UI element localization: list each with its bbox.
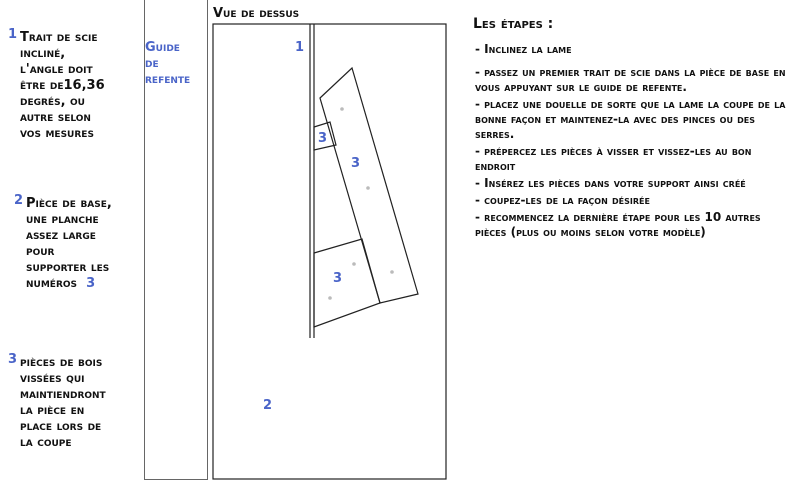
legend-2-line-6: numéros 3 xyxy=(26,276,96,291)
base-label: 2 xyxy=(263,398,273,413)
legend-2-line-1: Pièce de base, xyxy=(26,196,112,211)
diagram-title: Vue de dessus xyxy=(213,6,300,21)
step-7: - recommencez la dernière étape pour les 10 autres pièces (plus ou moins selon votre modèle) xyxy=(475,210,761,239)
screw-dot xyxy=(328,296,332,300)
steps-title: Les étapes : xyxy=(473,16,554,32)
legend-2-line-2: une planche xyxy=(26,212,99,227)
bottom-holding-piece xyxy=(314,239,380,327)
step-6: - coupez-les de la façon désirée xyxy=(475,193,650,207)
rip-fence-label-line-1: Guide xyxy=(145,40,180,55)
legend-1-line-4: être de16,36 xyxy=(20,78,105,93)
base-board xyxy=(213,24,446,479)
legend-2-line-5: supporter les xyxy=(26,260,110,275)
legend-number-2: 2 xyxy=(14,193,24,208)
rip-fence-label-line-3: refente xyxy=(145,72,191,87)
legend-3-line-5: place lors de xyxy=(20,419,102,434)
long-piece-label: 3 xyxy=(351,156,361,171)
legend-3-line-4: la pièce en xyxy=(20,403,85,418)
legend-number-1: 1 xyxy=(8,27,18,42)
legend-1-line-3: l'angle doit xyxy=(20,62,93,77)
step-5: - Insérez les pièces dans votre support ainsi créé xyxy=(475,176,746,190)
step-2: - passez un premier trait de scie dans la pièce de base en vous appuyant sur le guide de refente. xyxy=(475,65,786,94)
legend-1-line-2: incliné, xyxy=(20,46,66,61)
legend-3-line-6: la coupe xyxy=(20,435,72,450)
bottom-piece-label: 3 xyxy=(333,271,343,286)
saw-cut-label: 1 xyxy=(295,40,305,55)
screw-dot xyxy=(340,107,344,111)
step-3: - placez une douelle de sorte que la lame la coupe de la bonne façon et maintenez-la avec des pinces ou des serres. xyxy=(475,97,786,141)
legend-1-line-7: vos mesures xyxy=(20,126,94,141)
legend-1-line-1: Trait de scie xyxy=(20,30,98,45)
legend-1-line-5: degrés, ou xyxy=(20,94,85,109)
screw-dot xyxy=(390,270,394,274)
legend-3-line-2: vissées qui xyxy=(20,371,85,386)
legend-2-trailing-number: 3 xyxy=(86,276,96,291)
steps-list xyxy=(475,42,795,242)
legend-2-line-3: assez large xyxy=(26,228,96,243)
legend-1-line-6: autre selon xyxy=(20,110,91,125)
legend-number-3: 3 xyxy=(8,352,18,367)
long-holding-piece xyxy=(320,68,418,303)
screw-dot xyxy=(366,186,370,190)
legend-3-line-3: maintiendront xyxy=(20,387,106,402)
rip-fence-label-line-2: de xyxy=(145,56,159,71)
legend-3-line-1: pièces de bois xyxy=(20,355,103,370)
step-4: - prépercez les pièces à visser et vissez-les au bon endroit xyxy=(475,144,752,173)
screw-dot xyxy=(352,262,356,266)
legend-2-line-4: pour xyxy=(26,244,55,259)
small-piece-label: 3 xyxy=(318,131,328,146)
step-1: - Inclinez la lame xyxy=(475,42,572,56)
